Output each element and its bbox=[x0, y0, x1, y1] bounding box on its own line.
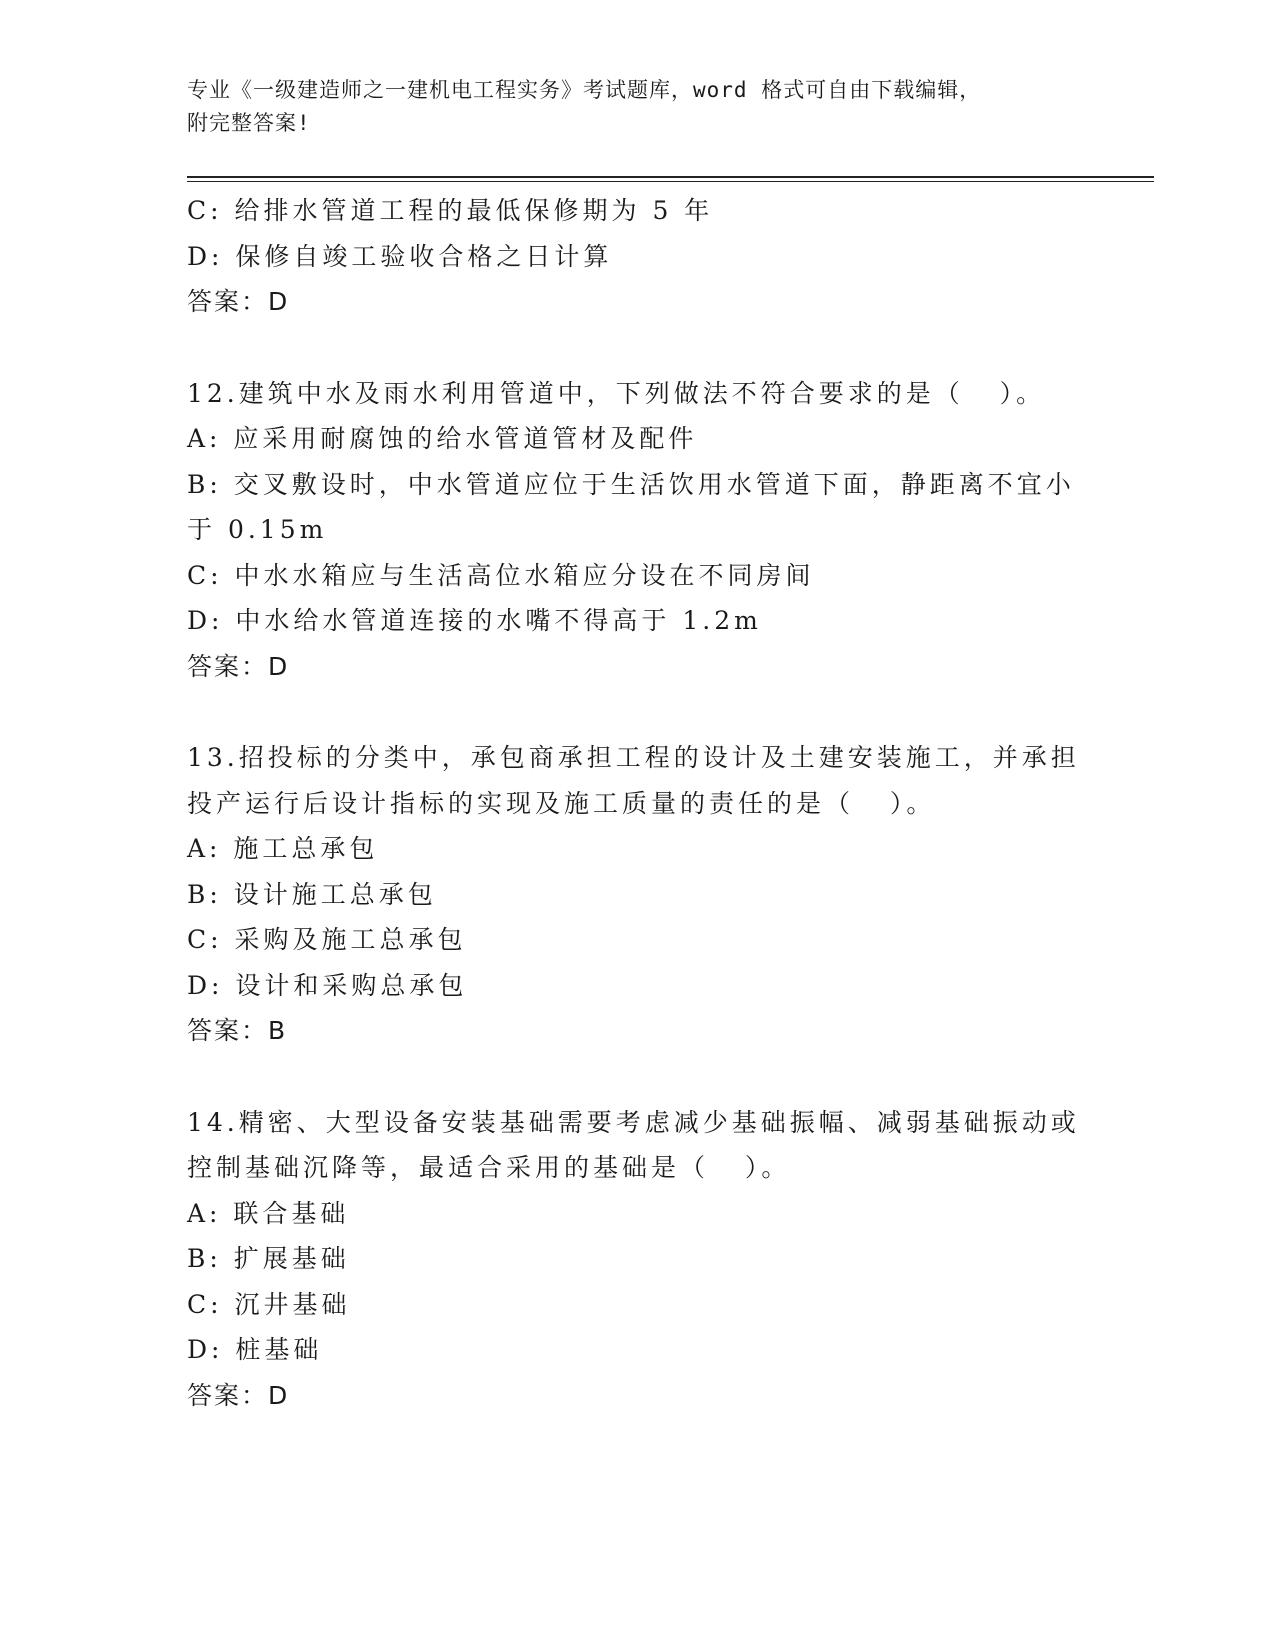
option-a: A: 施工总承包 bbox=[187, 834, 379, 863]
document-header bbox=[187, 74, 1067, 140]
question-gap bbox=[187, 1054, 1087, 1100]
question-13 bbox=[187, 735, 1087, 1054]
question-12 bbox=[187, 371, 1087, 690]
answer: 答案：D bbox=[187, 651, 290, 681]
option-d: D: 设计和采购总承包 bbox=[187, 970, 468, 1000]
option-c: C: 给排水管道工程的最低保修期为 5 年 bbox=[187, 196, 714, 225]
question-stem-continued: 控制基础沉降等，最适合采用的基础是（ ）。 bbox=[187, 1153, 791, 1182]
question-stem: 12.建筑中水及雨水利用管道中，下列做法不符合要求的是（ ）。 bbox=[187, 378, 1046, 408]
question-gap bbox=[187, 325, 1087, 371]
option-b-continued: 于 0.15m bbox=[187, 515, 328, 544]
header-divider-thick bbox=[187, 176, 1154, 178]
question-stem-continued: 投产运行后设计指标的实现及施工质量的责任的是（ ）。 bbox=[187, 788, 936, 818]
option-d: D: 保修自竣工验收合格之日计算 bbox=[187, 241, 613, 271]
option-c: C: 沉井基础 bbox=[187, 1289, 351, 1319]
question-gap bbox=[187, 689, 1087, 735]
header-line-1: 专业《一级建造师之一建机电工程实务》考试题库，word 格式可自由下载编辑， bbox=[187, 78, 982, 102]
option-d: D: 桩基础 bbox=[187, 1335, 323, 1364]
question-14 bbox=[187, 1100, 1087, 1419]
header-line-2: 附完整答案! bbox=[187, 111, 311, 135]
question-content bbox=[187, 188, 1087, 1418]
option-b: B: 扩展基础 bbox=[187, 1244, 350, 1273]
question-11-tail bbox=[187, 188, 1087, 325]
answer: 答案：B bbox=[187, 1016, 288, 1045]
option-a: A: 联合基础 bbox=[187, 1198, 350, 1228]
option-c: C: 中水水箱应与生活高位水箱应分设在不同房间 bbox=[187, 560, 815, 590]
option-d: D: 中水给水管道连接的水嘴不得高于 1.2m bbox=[187, 606, 762, 635]
option-b: B: 交叉敷设时，中水管道应位于生活饮用水管道下面，静距离不宜小 bbox=[187, 469, 1075, 499]
answer: 答案：D bbox=[187, 287, 290, 316]
answer: 答案：D bbox=[187, 1380, 290, 1410]
header-divider-thin bbox=[187, 181, 1154, 182]
option-a: A: 应采用耐腐蚀的给水管道管材及配件 bbox=[187, 424, 698, 453]
option-b: B: 设计施工总承包 bbox=[187, 879, 437, 909]
question-stem: 14.精密、大型设备安装基础需要考虑减少基础振幅、减弱基础振动或 bbox=[187, 1107, 1080, 1137]
question-stem: 13.招投标的分类中，承包商承担工程的设计及土建安装施工，并承担 bbox=[187, 743, 1080, 772]
option-c: C: 采购及施工总承包 bbox=[187, 925, 467, 954]
